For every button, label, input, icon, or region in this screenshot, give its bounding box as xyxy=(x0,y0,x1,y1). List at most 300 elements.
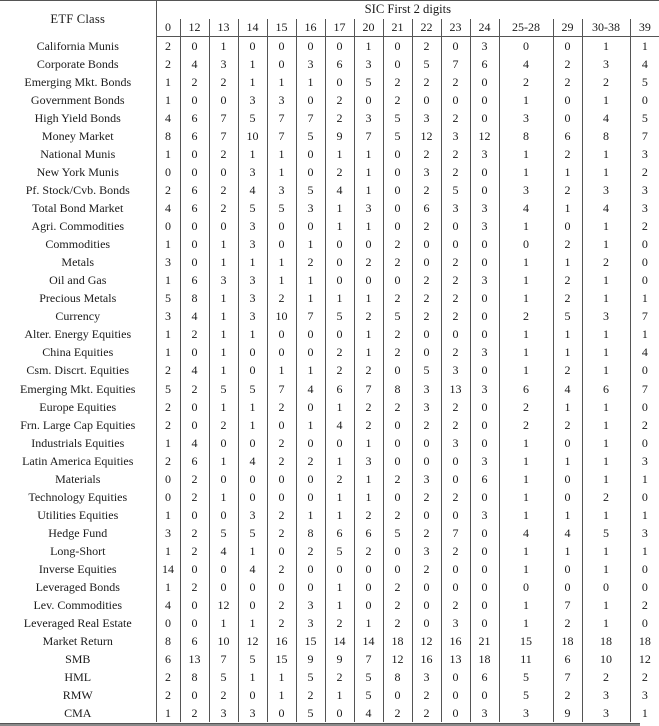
data-cell: 1 xyxy=(354,163,383,181)
data-cell: 6 xyxy=(354,524,383,542)
data-cell: 5 xyxy=(499,668,553,686)
data-cell: 7 xyxy=(209,109,238,127)
data-cell: 1 xyxy=(354,145,383,163)
data-cell: 0 xyxy=(553,488,582,506)
data-cell: 1 xyxy=(156,434,180,452)
data-cell: 0 xyxy=(630,253,659,271)
col-header-22: 22 xyxy=(412,19,441,37)
data-cell: 1 xyxy=(499,361,553,379)
data-cell: 0 xyxy=(553,470,582,488)
data-cell: 0 xyxy=(325,271,354,289)
data-cell: 2 xyxy=(412,73,441,91)
row-label: Latin America Equities xyxy=(22,453,134,468)
data-cell: 2 xyxy=(156,398,180,416)
data-cell: 5 xyxy=(354,73,383,91)
data-cell: 16 xyxy=(412,650,441,668)
data-cell: 2 xyxy=(553,145,582,163)
row-label: Market Return xyxy=(42,634,113,649)
data-cell: 0 xyxy=(180,217,209,235)
data-cell: 1 xyxy=(499,434,553,452)
data-cell: 9 xyxy=(325,127,354,145)
data-cell: 3 xyxy=(630,452,659,470)
data-cell: 0 xyxy=(441,452,470,470)
data-cell: 0 xyxy=(156,163,180,181)
data-cell: 1 xyxy=(267,686,296,704)
table-row xyxy=(0,127,659,145)
row-label: Long-Short xyxy=(50,543,106,558)
data-cell: 2 xyxy=(383,398,412,416)
data-cell: 1 xyxy=(209,235,238,253)
data-cell: 0 xyxy=(441,578,470,596)
data-cell: 2 xyxy=(499,398,553,416)
data-cell: 0 xyxy=(553,37,582,55)
data-cell: 1 xyxy=(582,91,630,109)
data-cell: 18 xyxy=(470,650,499,668)
data-cell: 1 xyxy=(325,488,354,506)
data-cell: 5 xyxy=(296,127,325,145)
data-cell: 3 xyxy=(470,37,499,55)
data-cell: 0 xyxy=(630,434,659,452)
data-cell: 0 xyxy=(180,37,209,55)
table-head xyxy=(0,1,659,37)
data-cell: 2 xyxy=(209,145,238,163)
data-cell: 1 xyxy=(499,470,553,488)
data-cell: 0 xyxy=(267,542,296,560)
data-cell: 2 xyxy=(267,560,296,578)
data-cell: 1 xyxy=(582,163,630,181)
data-cell: 1 xyxy=(209,289,238,307)
data-cell: 2 xyxy=(441,542,470,560)
data-cell: 2 xyxy=(441,163,470,181)
data-cell: 1 xyxy=(582,506,630,524)
data-cell: 2 xyxy=(412,271,441,289)
data-cell: 0 xyxy=(630,488,659,506)
table-row xyxy=(0,73,659,91)
data-cell: 5 xyxy=(354,668,383,686)
data-cell: 2 xyxy=(325,109,354,127)
data-cell: 0 xyxy=(383,55,412,73)
row-label: Leveraged Real Estate xyxy=(23,616,132,631)
data-cell: 1 xyxy=(582,596,630,614)
data-cell: 3 xyxy=(156,307,180,325)
data-cell: 7 xyxy=(354,650,383,668)
data-cell: 0 xyxy=(441,668,470,686)
data-cell: 0 xyxy=(470,542,499,560)
data-cell: 5 xyxy=(582,524,630,542)
row-label: Alter. Energy Equities xyxy=(24,327,132,342)
data-cell: 1 xyxy=(499,452,553,470)
data-cell: 2 xyxy=(499,73,553,91)
data-cell: 1 xyxy=(582,325,630,343)
data-cell: 0 xyxy=(441,506,470,524)
data-cell: 2 xyxy=(354,416,383,434)
data-cell: 10 xyxy=(238,127,267,145)
data-cell: 2 xyxy=(441,109,470,127)
data-cell: 0 xyxy=(383,271,412,289)
data-cell: 0 xyxy=(296,343,325,361)
data-cell: 5 xyxy=(553,307,582,325)
data-cell: 0 xyxy=(180,91,209,109)
data-cell: 5 xyxy=(325,542,354,560)
data-cell: 2 xyxy=(383,253,412,271)
data-cell: 1 xyxy=(499,217,553,235)
data-cell: 4 xyxy=(180,434,209,452)
data-cell: 3 xyxy=(209,271,238,289)
data-cell: 0 xyxy=(470,163,499,181)
data-cell: 0 xyxy=(209,163,238,181)
data-cell: 1 xyxy=(582,289,630,307)
data-cell: 2 xyxy=(553,181,582,199)
data-cell: 1 xyxy=(354,488,383,506)
data-cell: 0 xyxy=(296,560,325,578)
data-cell: 5 xyxy=(296,704,325,722)
data-cell: 1 xyxy=(209,488,238,506)
data-cell: 6 xyxy=(325,379,354,397)
data-cell: 2 xyxy=(354,253,383,271)
group-header-sic: SIC First 2 digits xyxy=(156,1,659,19)
table-row xyxy=(0,325,659,343)
data-cell: 0 xyxy=(325,434,354,452)
data-cell: 2 xyxy=(412,289,441,307)
data-cell: 0 xyxy=(296,578,325,596)
data-cell: 3 xyxy=(238,704,267,722)
data-cell: 5 xyxy=(383,524,412,542)
data-cell: 2 xyxy=(553,289,582,307)
data-cell: 6 xyxy=(180,271,209,289)
data-cell: 11 xyxy=(499,650,553,668)
data-cell: 3 xyxy=(499,181,553,199)
data-cell: 1 xyxy=(156,578,180,596)
data-cell: 0 xyxy=(470,73,499,91)
data-cell: 0 xyxy=(553,434,582,452)
data-cell: 3 xyxy=(209,704,238,722)
data-cell: 2 xyxy=(412,488,441,506)
data-cell: 8 xyxy=(156,632,180,650)
data-cell: 2 xyxy=(325,614,354,632)
data-cell: 4 xyxy=(156,109,180,127)
col-header-24: 24 xyxy=(470,19,499,37)
data-cell: 1 xyxy=(238,55,267,73)
row-label: CMA xyxy=(64,706,92,721)
data-cell: 3 xyxy=(630,199,659,217)
data-cell: 1 xyxy=(553,542,582,560)
data-cell: 1 xyxy=(156,542,180,560)
data-cell: 1 xyxy=(499,560,553,578)
data-cell: 3 xyxy=(470,145,499,163)
row-label: Hedge Fund xyxy=(48,525,108,540)
data-cell: 1 xyxy=(553,398,582,416)
data-cell: 8 xyxy=(296,524,325,542)
data-cell: 2 xyxy=(383,506,412,524)
data-cell: 2 xyxy=(180,704,209,722)
data-cell: 5 xyxy=(325,307,354,325)
data-cell: 0 xyxy=(209,560,238,578)
data-cell: 0 xyxy=(412,91,441,109)
data-cell: 6 xyxy=(180,109,209,127)
data-cell: 4 xyxy=(553,379,582,397)
row-label: Europe Equities xyxy=(39,399,117,414)
group-header-row xyxy=(0,1,659,19)
data-cell: 2 xyxy=(325,361,354,379)
data-cell: 1 xyxy=(267,253,296,271)
data-cell: 0 xyxy=(553,560,582,578)
data-cell: 1 xyxy=(630,506,659,524)
data-cell: 3 xyxy=(470,217,499,235)
data-cell: 8 xyxy=(180,668,209,686)
table-row xyxy=(0,55,659,73)
data-cell: 2 xyxy=(180,379,209,397)
data-cell: 5 xyxy=(209,524,238,542)
data-cell: 0 xyxy=(470,488,499,506)
data-cell: 5 xyxy=(412,55,441,73)
data-cell: 7 xyxy=(630,379,659,397)
table-row xyxy=(0,271,659,289)
data-cell: 1 xyxy=(499,542,553,560)
data-cell: 5 xyxy=(630,109,659,127)
data-cell: 0 xyxy=(180,253,209,271)
data-cell: 7 xyxy=(354,127,383,145)
data-cell: 0 xyxy=(412,614,441,632)
data-cell: 0 xyxy=(441,37,470,55)
data-cell: 2 xyxy=(553,73,582,91)
data-cell: 1 xyxy=(630,542,659,560)
data-cell: 1 xyxy=(325,578,354,596)
data-cell: 4 xyxy=(238,560,267,578)
data-cell: 2 xyxy=(383,325,412,343)
row-label: California Munis xyxy=(36,38,119,53)
row-label: Technology Equities xyxy=(28,489,128,504)
data-cell: 2 xyxy=(383,235,412,253)
data-cell: 1 xyxy=(354,470,383,488)
data-cell: 2 xyxy=(354,398,383,416)
data-cell: 1 xyxy=(238,398,267,416)
data-cell: 0 xyxy=(296,37,325,55)
data-cell: 3 xyxy=(630,181,659,199)
data-cell: 0 xyxy=(296,91,325,109)
data-cell: 2 xyxy=(209,416,238,434)
data-cell: 0 xyxy=(325,73,354,91)
data-cell: 6 xyxy=(499,379,553,397)
data-cell: 2 xyxy=(180,542,209,560)
data-cell: 0 xyxy=(325,325,354,343)
col-header-20: 20 xyxy=(354,19,383,37)
data-cell: 5 xyxy=(156,379,180,397)
data-cell: 13 xyxy=(180,650,209,668)
data-cell: 3 xyxy=(582,181,630,199)
data-cell: 2 xyxy=(354,361,383,379)
data-cell: 2 xyxy=(267,434,296,452)
data-cell: 0 xyxy=(383,686,412,704)
data-cell: 1 xyxy=(354,325,383,343)
data-cell: 1 xyxy=(209,361,238,379)
table-row xyxy=(0,506,659,524)
data-cell: 0 xyxy=(325,253,354,271)
data-cell: 1 xyxy=(499,163,553,181)
data-cell: 2 xyxy=(412,686,441,704)
row-label: Total Bond Market xyxy=(32,201,124,216)
data-cell: 1 xyxy=(238,145,267,163)
data-cell: 0 xyxy=(180,235,209,253)
data-cell: 12 xyxy=(412,127,441,145)
data-cell: 0 xyxy=(354,235,383,253)
data-cell: 2 xyxy=(325,91,354,109)
data-cell: 1 xyxy=(156,91,180,109)
data-cell: 2 xyxy=(441,289,470,307)
data-cell: 3 xyxy=(441,199,470,217)
data-cell: 0 xyxy=(238,488,267,506)
data-cell: 0 xyxy=(383,488,412,506)
data-cell: 0 xyxy=(383,560,412,578)
data-cell: 4 xyxy=(354,704,383,722)
data-cell: 1 xyxy=(325,506,354,524)
data-cell: 0 xyxy=(267,470,296,488)
data-cell: 1 xyxy=(354,37,383,55)
col-header-15: 15 xyxy=(267,19,296,37)
table-row xyxy=(0,452,659,470)
data-cell: 0 xyxy=(180,163,209,181)
data-cell: 2 xyxy=(412,145,441,163)
table-row xyxy=(0,217,659,235)
table-row xyxy=(0,704,659,722)
data-cell: 3 xyxy=(412,109,441,127)
data-cell: 2 xyxy=(441,271,470,289)
data-cell: 1 xyxy=(325,398,354,416)
col-header-17: 17 xyxy=(325,19,354,37)
data-cell: 0 xyxy=(209,470,238,488)
table-row xyxy=(0,668,659,686)
data-cell: 15 xyxy=(296,632,325,650)
data-cell: 0 xyxy=(325,37,354,55)
table-row xyxy=(0,560,659,578)
data-cell: 5 xyxy=(209,668,238,686)
data-cell: 5 xyxy=(267,199,296,217)
data-cell: 0 xyxy=(209,91,238,109)
data-cell: 2 xyxy=(267,596,296,614)
data-cell: 1 xyxy=(296,416,325,434)
data-cell: 2 xyxy=(156,416,180,434)
data-cell: 0 xyxy=(267,488,296,506)
data-cell: 10 xyxy=(209,632,238,650)
data-cell: 0 xyxy=(412,452,441,470)
data-cell: 0 xyxy=(383,145,412,163)
data-cell: 15 xyxy=(499,632,553,650)
data-cell: 7 xyxy=(354,379,383,397)
data-cell: 14 xyxy=(156,560,180,578)
col-header-21: 21 xyxy=(383,19,412,37)
data-cell: 1 xyxy=(582,343,630,361)
data-cell: 5 xyxy=(209,379,238,397)
data-cell: 0 xyxy=(630,235,659,253)
data-cell: 2 xyxy=(553,416,582,434)
data-cell: 3 xyxy=(470,199,499,217)
data-cell: 2 xyxy=(383,596,412,614)
data-cell: 0 xyxy=(180,416,209,434)
data-cell: 6 xyxy=(180,181,209,199)
data-cell: 1 xyxy=(553,343,582,361)
data-cell: 2 xyxy=(267,452,296,470)
data-cell: 4 xyxy=(156,596,180,614)
data-cell: 1 xyxy=(582,614,630,632)
data-cell: 0 xyxy=(180,596,209,614)
data-cell: 2 xyxy=(296,452,325,470)
table-row xyxy=(0,235,659,253)
data-cell: 16 xyxy=(441,632,470,650)
data-cell: 3 xyxy=(412,379,441,397)
row-label: Inverse Equities xyxy=(38,561,117,576)
data-cell: 2 xyxy=(354,542,383,560)
data-cell: 0 xyxy=(630,398,659,416)
table-row xyxy=(0,289,659,307)
data-cell: 1 xyxy=(209,343,238,361)
data-cell: 1 xyxy=(325,686,354,704)
data-cell: 0 xyxy=(470,289,499,307)
data-cell: 0 xyxy=(441,686,470,704)
data-cell: 3 xyxy=(630,686,659,704)
data-cell: 4 xyxy=(238,181,267,199)
data-cell: 1 xyxy=(582,560,630,578)
col-header-39: 39 xyxy=(630,19,659,37)
data-cell: 0 xyxy=(296,488,325,506)
data-cell: 3 xyxy=(499,109,553,127)
data-cell: 3 xyxy=(156,524,180,542)
data-cell: 0 xyxy=(354,560,383,578)
data-cell: 0 xyxy=(441,704,470,722)
data-cell: 1 xyxy=(267,145,296,163)
data-cell: 0 xyxy=(296,434,325,452)
data-cell: 0 xyxy=(267,55,296,73)
data-cell: 0 xyxy=(470,578,499,596)
data-cell: 4 xyxy=(630,55,659,73)
data-cell: 3 xyxy=(582,686,630,704)
data-cell: 1 xyxy=(499,253,553,271)
table-row xyxy=(0,650,659,668)
data-cell: 2 xyxy=(209,181,238,199)
data-cell: 18 xyxy=(582,632,630,650)
data-cell: 0 xyxy=(470,416,499,434)
row-label: Leveraged Bonds xyxy=(35,580,120,595)
table-row xyxy=(0,398,659,416)
data-cell: 2 xyxy=(156,452,180,470)
data-cell: 0 xyxy=(354,91,383,109)
data-cell: 0 xyxy=(470,325,499,343)
data-cell: 0 xyxy=(553,578,582,596)
data-cell: 0 xyxy=(553,91,582,109)
data-cell: 12 xyxy=(412,632,441,650)
row-label: Commodities xyxy=(45,237,111,252)
data-cell: 8 xyxy=(383,379,412,397)
data-cell: 4 xyxy=(180,55,209,73)
data-cell: 2 xyxy=(180,578,209,596)
data-cell: 9 xyxy=(325,650,354,668)
data-cell: 0 xyxy=(267,343,296,361)
data-cell: 2 xyxy=(441,253,470,271)
data-cell: 2 xyxy=(180,325,209,343)
row-label: Metals xyxy=(61,255,95,270)
data-cell: 2 xyxy=(630,596,659,614)
data-cell: 5 xyxy=(238,199,267,217)
data-cell: 1 xyxy=(553,506,582,524)
data-cell: 7 xyxy=(630,127,659,145)
data-cell: 0 xyxy=(325,235,354,253)
data-cell: 7 xyxy=(441,524,470,542)
data-cell: 5 xyxy=(354,686,383,704)
data-cell: 2 xyxy=(582,253,630,271)
data-cell: 3 xyxy=(238,271,267,289)
data-cell: 2 xyxy=(553,271,582,289)
data-cell: 3 xyxy=(296,199,325,217)
data-cell: 2 xyxy=(553,686,582,704)
data-cell: 6 xyxy=(325,524,354,542)
